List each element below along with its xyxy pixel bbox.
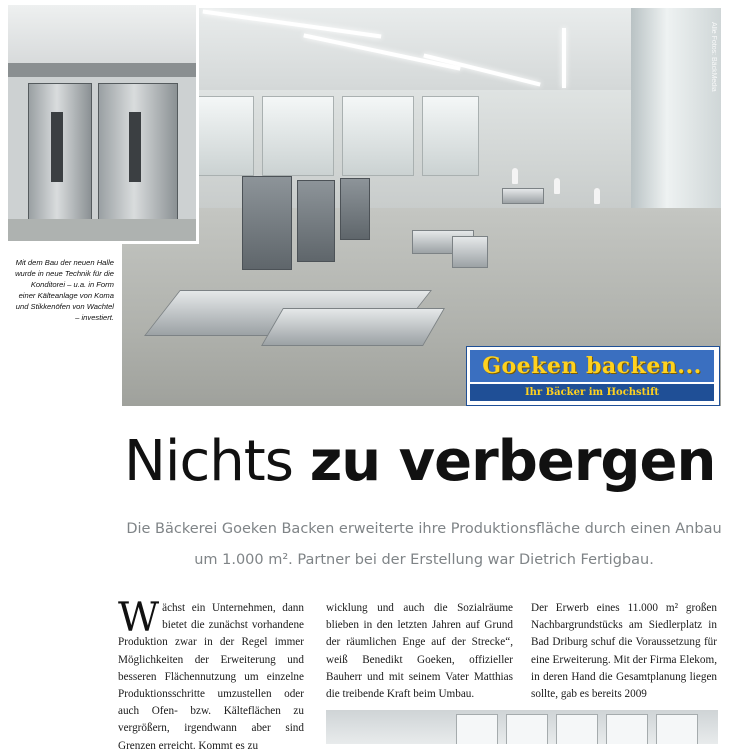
cold-room-door: [340, 178, 370, 240]
headline: [124, 424, 724, 500]
worker-figure: [554, 178, 560, 194]
hall-window: [192, 96, 254, 176]
rack-oven: [28, 83, 92, 235]
logo-tagline-band: [470, 384, 714, 401]
hall-window: [556, 714, 598, 744]
article-column-2: [326, 600, 513, 703]
hall-window: [262, 96, 334, 176]
ceiling-light: [562, 28, 566, 88]
hall-window: [506, 714, 548, 744]
hood-bar: [8, 63, 196, 77]
logo-name: Goeken backen...: [482, 353, 702, 379]
work-table: [502, 188, 544, 204]
cold-room-door: [297, 180, 335, 262]
photo-caption: Mit dem Bau der neuen Halle wurde in neue Technik für die Konditorei – u.a. in Form einer Kälteanlage von Koma und Stikkenöfen von Wachtel – investiert.: [15, 258, 114, 322]
article-column-3: [531, 600, 717, 703]
logo-tagline: Ihr Bäcker im Hochstift: [524, 387, 660, 398]
worker-figure: [594, 188, 600, 204]
inset-floor: [8, 219, 196, 241]
worker-figure: [512, 168, 518, 184]
rack-oven: [98, 83, 178, 235]
inset-photo-ovens: [8, 5, 199, 244]
logo-name-band: [470, 350, 714, 382]
cold-room-door: [242, 176, 292, 270]
article-column-2-text: wicklung und auch die Sozialräume blieben in den letzten Jahren auf Grund der räumlichen Enge auf der Strecke“, weiß Benedikt Goeken, offizieller Bauherr und mit seinem Vater Matthias die treibende Kraft beim Umbau.: [326, 602, 513, 701]
headline-bold: zu verbergen: [309, 429, 716, 494]
subtitle: Die Bäckerei Goeken Backen erweiterte ihre Produktionsfläche durch einen Anbau um 1.000 m². Partner bei der Erstellung war Dietrich Fertigbau.: [126, 521, 722, 568]
goeken-logo: [466, 346, 720, 406]
machine: [452, 236, 488, 268]
drop-cap: W: [118, 595, 160, 641]
article-column-3-text: Der Erwerb eines 11.000 m² großen Nachbargrundstücks am Siedlerplatz in Bad Driburg schuf die Voraussetzung für eine Erweiterung. Mit der Firma Elekom, in deren Hand die Gesamtplanung liegen sollte, gab es bereits 2009: [531, 602, 717, 701]
work-table: [261, 308, 445, 346]
article-column-1: [118, 595, 304, 755]
headline-light: Nichts: [124, 429, 293, 494]
hall-window: [342, 96, 414, 176]
bottom-photo: [326, 710, 718, 744]
hall-window: [456, 714, 498, 744]
hall-window: [422, 96, 479, 176]
photo-credit: Alle Fotos: BäckMedia: [710, 22, 717, 92]
hall-window: [656, 714, 698, 744]
article-column-1-text: ächst ein Unternehmen, dann bietet die zunächst vorhandene Produktion zwar in der Regel immer Möglichkeiten der Erweiterung und besseren Flächennutzung um einzelne Produktionsschritte umzustellen oder auch Ofen- bzw. Kälteflächen zu vergrößern, irgendwann aber sind Grenzen erreicht. Kommt es zu: [118, 602, 304, 752]
hall-window: [606, 714, 648, 744]
oven-window: [51, 112, 63, 182]
oven-window: [129, 112, 141, 182]
